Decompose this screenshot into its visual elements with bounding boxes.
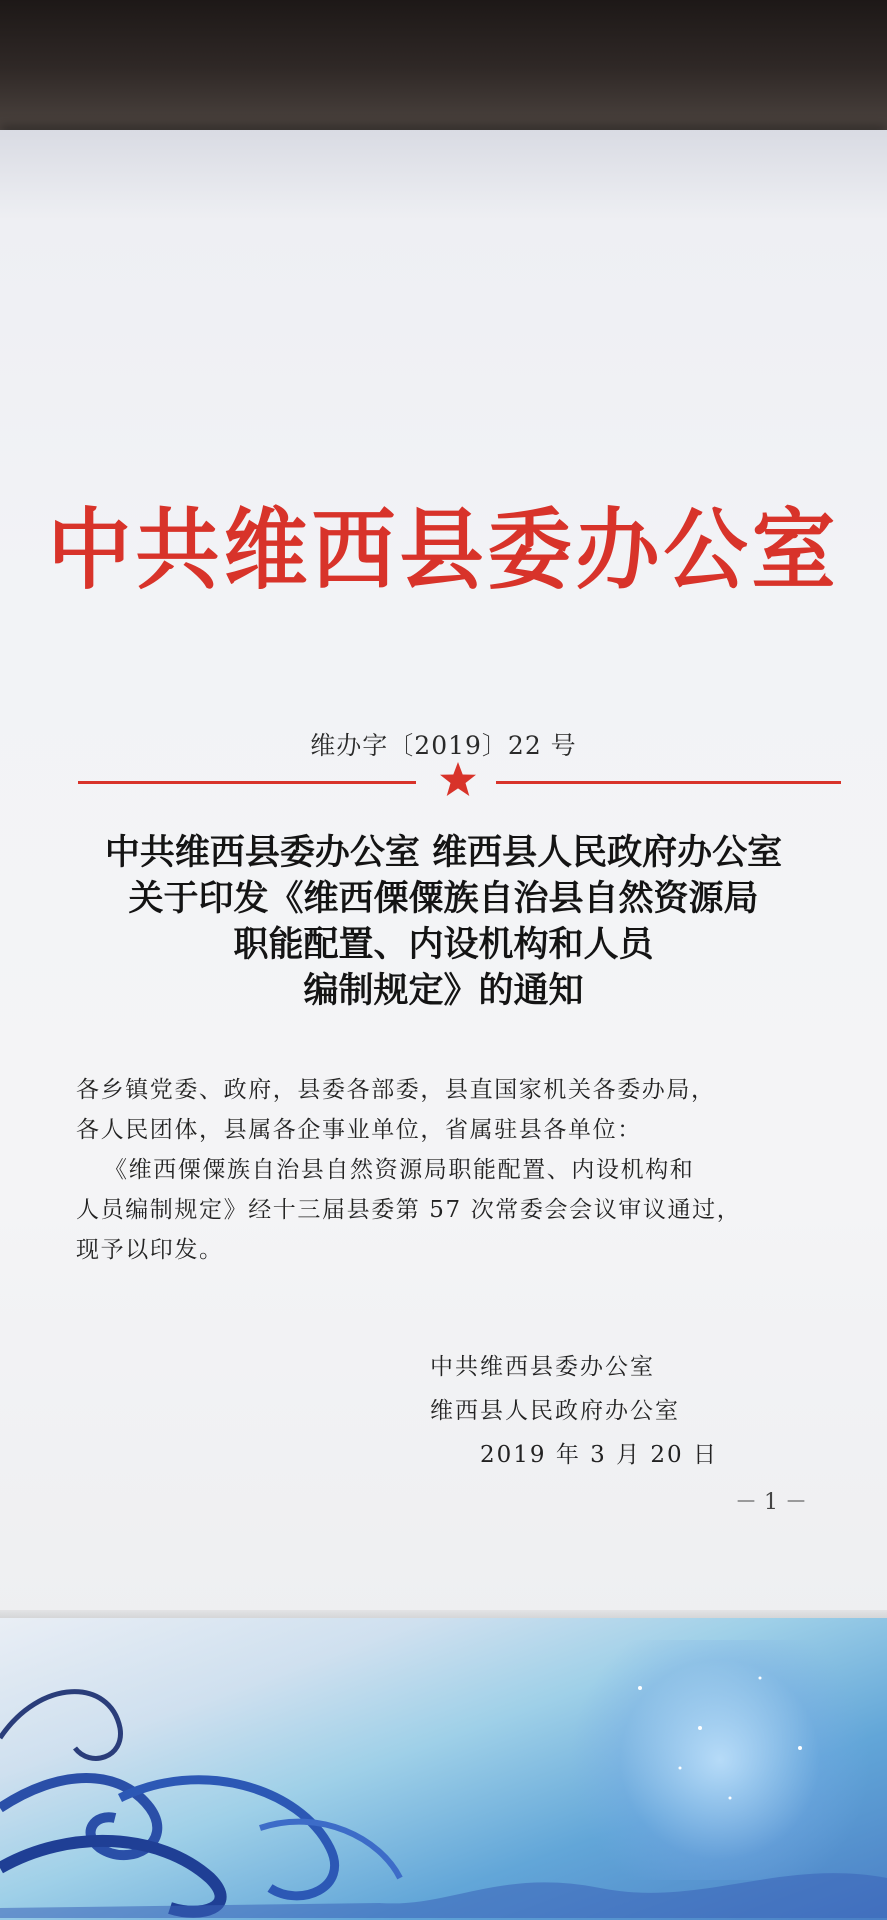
- body-paragraph-line: 人员编制规定》经十三届县委第 57 次常委会会议审议通过，: [76, 1197, 742, 1223]
- signature-block: [430, 1345, 750, 1477]
- notice-title-line: 职能配置、内设机构和人员: [233, 924, 654, 965]
- issuing-office-heading: 中共维西县委办公室: [47, 497, 840, 602]
- notice-title: [0, 830, 887, 1014]
- body-paragraph-line: 《维西傈僳族自治县自然资源局职能配置、内设机构和: [104, 1157, 695, 1183]
- recipients-line: 各乡镇党委、政府，县委各部委，县直国家机关各委办局，: [76, 1077, 716, 1103]
- issue-date: 2019 年 3 月 20 日: [480, 1442, 718, 1468]
- issuer-name: 维西县人民政府办公室: [430, 1398, 680, 1424]
- body-paragraph-line: 现予以印发。: [76, 1237, 224, 1263]
- desk-background: [0, 0, 887, 150]
- notice-title-line: 中共维西县委办公室 维西县人民政府办公室: [104, 832, 783, 873]
- recipients-line: 各人民团体，县属各企事业单位，省属驻县各单位：: [76, 1117, 642, 1143]
- page-number: － 1 －: [735, 1490, 807, 1515]
- notice-title-line: 编制规定》的通知: [303, 970, 584, 1011]
- issuer-name: 中共维西县委办公室: [430, 1354, 655, 1380]
- wave-pattern-decoration: [0, 1618, 887, 1920]
- document-number: 维办字〔2019〕22 号: [310, 731, 577, 760]
- notice-title-line: 关于印发《维西傈僳族自治县自然资源局: [128, 878, 759, 919]
- red-star-icon: [438, 760, 478, 800]
- notice-body: [76, 1070, 816, 1270]
- red-divider-left: [78, 781, 416, 784]
- red-divider-right: [496, 781, 841, 784]
